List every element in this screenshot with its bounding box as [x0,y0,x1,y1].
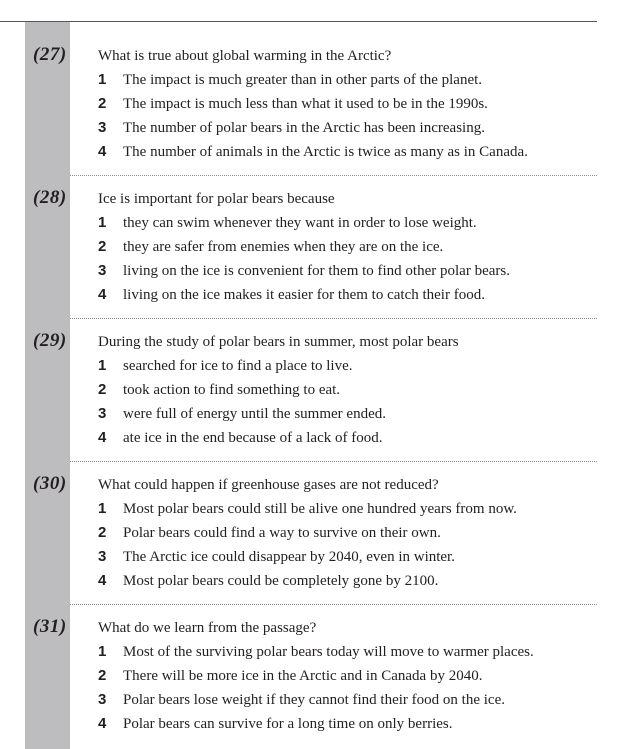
option-number: 3 [98,691,107,708]
option-text: The impact is much greater than in other parts of the planet. [123,72,483,88]
option-text: There will be more ice in the Arctic and in Canada by 2040. [123,668,483,684]
option-text: were full of energy until the summer ended. [123,406,386,422]
option-number: 1 [98,357,107,374]
question-divider [70,604,597,605]
option-text: The Arctic ice could disappear by 2040, even in winter. [123,549,455,565]
option-text: Polar bears can survive for a long time on only berries. [123,716,453,732]
option-text: took action to find something to eat. [123,382,341,398]
option-text: Polar bears lose weight if they cannot find their food on the ice. [123,692,505,708]
question-number: (30) [33,473,67,494]
option-number: 1 [98,500,107,517]
question-number-column [25,22,70,749]
option-text: Most polar bears could be completely gone by 2100. [123,573,439,589]
option-number: 2 [98,381,107,398]
option-text: ate ice in the end because of a lack of food. [123,430,383,446]
option-number: 4 [98,429,107,446]
option-text: The impact is much less than what it used to be in the 1990s. [123,96,488,112]
option-text: living on the ice makes it easier for them to catch their food. [123,287,485,303]
option-number: 4 [98,715,107,732]
option-number: 4 [98,143,107,160]
option-text: The number of polar bears in the Arctic has been increasing. [123,120,485,136]
option-text: The number of animals in the Arctic is twice as many as in Canada. [123,144,528,160]
option-number: 2 [98,524,107,541]
top-rule [0,21,597,22]
option-text: Most polar bears could still be alive one hundred years from now. [123,501,517,517]
option-text: living on the ice is convenient for them to find other polar bears. [123,263,510,279]
option-number: 4 [98,286,107,303]
option-number: 3 [98,405,107,422]
option-text: searched for ice to find a place to live. [123,358,353,374]
option-text: Most of the surviving polar bears today will move to warmer places. [123,644,534,660]
question-number: (31) [33,616,67,637]
option-number: 2 [98,238,107,255]
option-text: they can swim whenever they want in order to lose weight. [123,215,477,231]
option-number: 3 [98,262,107,279]
question-stem: What is true about global warming in the Arctic? [98,48,392,64]
question-divider [70,461,597,462]
option-text: they are safer from enemies when they are on the ice. [123,239,444,255]
question-divider [70,175,597,176]
question-divider [70,318,597,319]
question-number: (27) [33,44,67,65]
option-number: 3 [98,548,107,565]
question-stem: What do we learn from the passage? [98,620,317,636]
option-text: Polar bears could find a way to survive on their own. [123,525,441,541]
option-number: 1 [98,71,107,88]
option-number: 1 [98,643,107,660]
option-number: 3 [98,119,107,136]
question-stem: During the study of polar bears in summer, most polar bears [98,334,459,350]
option-number: 2 [98,95,107,112]
question-stem: Ice is important for polar bears because [98,191,335,207]
question-number: (28) [33,187,67,208]
option-number: 4 [98,572,107,589]
option-number: 1 [98,214,107,231]
question-number: (29) [33,330,67,351]
question-stem: What could happen if greenhouse gases are not reduced? [98,477,439,493]
option-number: 2 [98,667,107,684]
